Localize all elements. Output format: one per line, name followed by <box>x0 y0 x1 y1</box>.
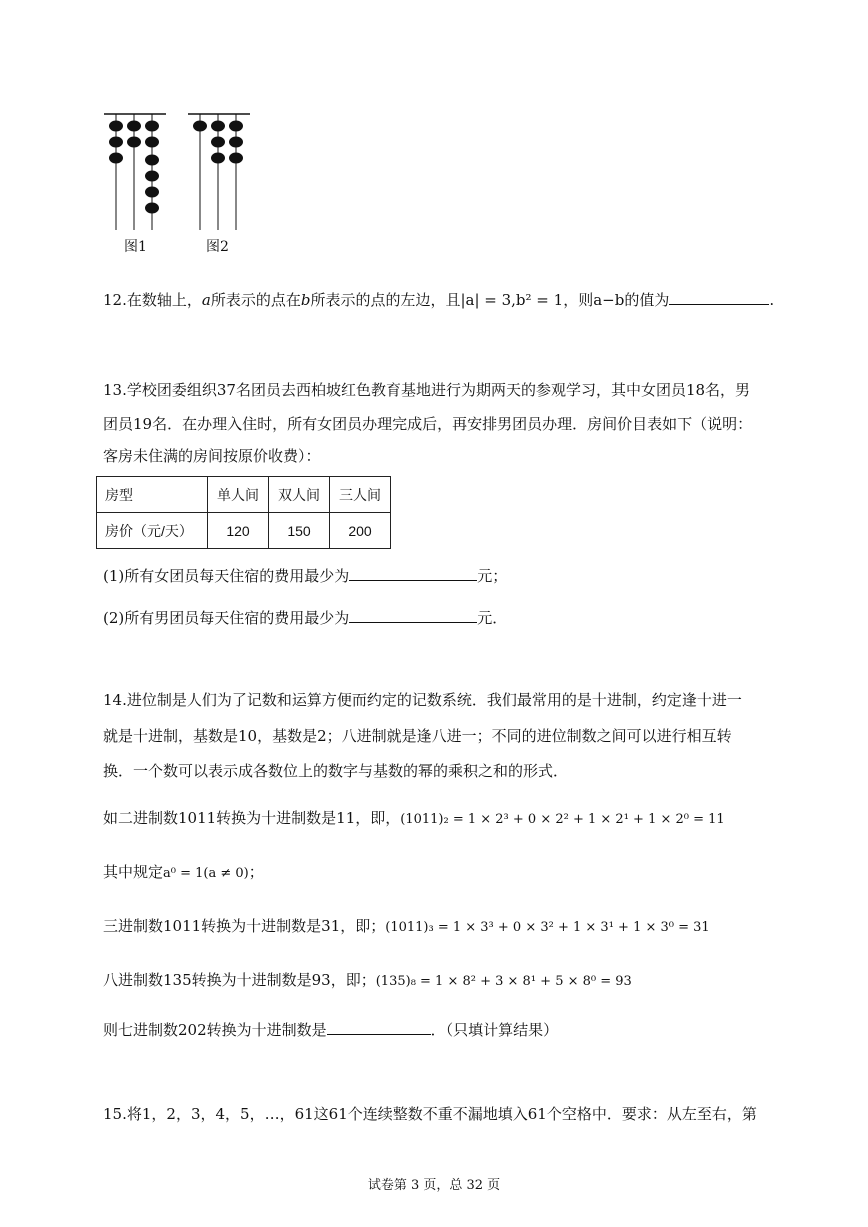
q13-sub-2 <box>103 606 507 628</box>
table-header-cell: 房型 <box>97 477 208 513</box>
q14-line-6-text: 三进制数1011转换为十进制数是31，即； <box>103 917 386 935</box>
q14-line-8-end: ．（只填计算结果） <box>430 1021 559 1039</box>
q13-sub-2-text: (2)所有男团员每天住宿的费用最少为 <box>103 609 350 627</box>
q12-end: . <box>769 291 775 309</box>
q13-sub-1-unit: 元； <box>477 567 508 585</box>
q14-line-7 <box>103 970 632 992</box>
q13-sub-2-unit: 元． <box>477 609 508 627</box>
q14-formula-ternary: (1011)₃ = 1 × 3³ + 0 × 3² + 1 × 3¹ + 1 × 3⁰ = 31 <box>385 920 710 935</box>
q12-prefix: 12.在数轴上， <box>103 291 202 309</box>
q12-part3: ，则 <box>563 291 594 309</box>
table-row <box>97 513 391 549</box>
table-cell: 200 <box>330 513 391 549</box>
page-footer: 试卷第 3 页，总 32 页 <box>367 1178 501 1193</box>
q14-line-5-text: 其中规定 <box>103 863 164 881</box>
q14-line-5-end: ； <box>248 863 264 881</box>
table-cell: 120 <box>208 513 269 549</box>
q12-expression: a−b <box>593 291 625 309</box>
q13-sub-2-blank[interactable] <box>349 606 477 623</box>
q13-sub-1-blank[interactable] <box>349 564 477 581</box>
abacus-figure-2 <box>188 114 250 230</box>
q14-line-2: 就是十进制，基数是10，基数是2；八进制就是逢八进一；不同的进位制数之间可以进行相互转 <box>103 727 732 745</box>
q13-line-3: 客房未住满的房间按原价收费）： <box>103 447 321 465</box>
q12-part1: 所表示的点在 <box>210 291 301 309</box>
q14-answer-blank[interactable] <box>327 1018 431 1035</box>
q14-line-8 <box>103 1018 558 1040</box>
figure-1-label: 图1 <box>124 239 147 255</box>
table-cell: 150 <box>269 513 330 549</box>
q12-condition: |a| = 3,b² = 1 <box>460 291 564 309</box>
abacus-figures <box>100 106 260 256</box>
q12-answer-blank[interactable] <box>669 288 769 305</box>
q14-line-1: 14.进位制是人们为了记数和运算方便而约定的记数系统．我们最常用的是十进制，约定逢十进一 <box>103 691 742 709</box>
q14-formula-octal: (135)₈ = 1 × 8² + 3 × 8¹ + 5 × 8⁰ = 93 <box>375 974 632 989</box>
q14-line-6 <box>103 916 710 938</box>
q13-line-2: 团员19名．在办理入住时，所有女团员办理完成后，再安排男团员办理．房间价目表如下（说明： <box>103 415 753 433</box>
q14-formula-binary: (1011)₂ = 1 × 2³ + 0 × 2² + 1 × 2¹ + 1 × 2⁰ = 11 <box>400 812 725 827</box>
q14-line-3: 换．一个数可以表示成各数位上的数字与基数的幂的乘积之和的形式． <box>103 762 569 780</box>
question-12: 12.在数轴上，a所表示的点在b所表示的点的左边，且|a| = 3,b² = 1，则a−b的值为 . <box>103 288 774 310</box>
table-header-cell: 单人间 <box>208 477 269 513</box>
q14-formula-zero-power: a⁰ = 1(a ≠ 0) <box>163 866 249 881</box>
table-header-row <box>97 477 391 513</box>
price-table <box>96 476 391 549</box>
table-cell: 房价（元/天） <box>97 513 208 549</box>
q12-part4: 的值为 <box>624 291 670 309</box>
q12-part2: 所表示的点的左边，且 <box>310 291 461 309</box>
q15-line-1: 15.将1，2，3，4，5，…，61这61个连续整数不重不漏地填入61个空格中．要求：从左至右，第 <box>103 1105 757 1123</box>
q14-line-4-text: 如二进制数1011转换为十进制数是11，即， <box>103 809 401 827</box>
q14-line-8-text: 则七进制数202转换为十进制数是 <box>103 1021 327 1039</box>
q14-line-4 <box>103 808 725 830</box>
q13-sub-1 <box>103 564 507 586</box>
table-header-cell: 三人间 <box>330 477 391 513</box>
abacus-figure-1 <box>104 114 166 230</box>
q13-line-1: 13.学校团委组织37名团员去西柏坡红色教育基地进行为期两天的参观学习，其中女团员18名，男 <box>103 381 751 399</box>
figure-2-label: 图2 <box>206 239 229 255</box>
table-header-cell: 双人间 <box>269 477 330 513</box>
q14-line-7-text: 八进制数135转换为十进制数是93，即； <box>103 971 376 989</box>
q14-line-5 <box>103 862 264 884</box>
q13-sub-1-text: (1)所有女团员每天住宿的费用最少为 <box>103 567 350 585</box>
